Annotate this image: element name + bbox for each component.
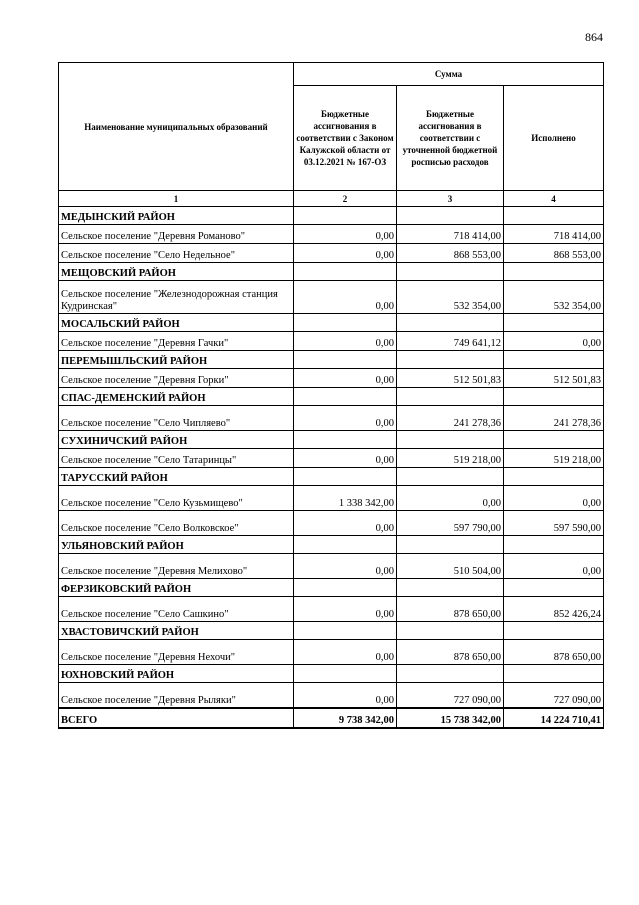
settlement-row (59, 369, 604, 388)
settlement-row (59, 332, 604, 351)
table-body (59, 207, 604, 709)
district-row (59, 468, 604, 486)
empty-cell (397, 314, 504, 332)
district-name: ФЕРЗИКОВСКИЙ РАЙОН (59, 579, 294, 597)
value-col2: 0,00 (294, 225, 397, 244)
district-row (59, 351, 604, 369)
value-col2: 0,00 (294, 640, 397, 665)
header-name: Наименование муниципальных образований (59, 63, 294, 191)
settlement-name: Сельское поселение "Село Волковское" (59, 511, 294, 536)
district-row (59, 431, 604, 449)
empty-cell (397, 622, 504, 640)
settlement-name: Сельское поселение "Село Сашкино" (59, 597, 294, 622)
value-col3: 878 650,00 (397, 597, 504, 622)
value-col4: 512 501,83 (504, 369, 604, 388)
value-col3: 878 650,00 (397, 640, 504, 665)
page-number: 864 (585, 30, 603, 44)
empty-cell (504, 431, 604, 449)
value-col4: 852 426,24 (504, 597, 604, 622)
column-number: 1 (59, 191, 294, 207)
empty-cell (397, 536, 504, 554)
empty-cell (397, 263, 504, 281)
value-col3: 532 354,00 (397, 281, 504, 314)
empty-cell (294, 314, 397, 332)
empty-cell (504, 207, 604, 225)
value-col2: 0,00 (294, 597, 397, 622)
district-name: МЕДЫНСКИЙ РАЙОН (59, 207, 294, 225)
value-col4: 727 090,00 (504, 683, 604, 709)
value-col4: 0,00 (504, 332, 604, 351)
district-name: ТАРУССКИЙ РАЙОН (59, 468, 294, 486)
settlement-row (59, 406, 604, 431)
settlement-row (59, 554, 604, 579)
district-name: УЛЬЯНОВСКИЙ РАЙОН (59, 536, 294, 554)
empty-cell (294, 579, 397, 597)
empty-cell (294, 665, 397, 683)
value-col3: 718 414,00 (397, 225, 504, 244)
value-col2: 0,00 (294, 449, 397, 468)
district-row (59, 207, 604, 225)
empty-cell (504, 314, 604, 332)
empty-cell (504, 665, 604, 683)
header-sum: Сумма (294, 63, 604, 86)
settlement-name: Сельское поселение "Деревня Мелихово" (59, 554, 294, 579)
district-row (59, 579, 604, 597)
value-col3: 512 501,83 (397, 369, 504, 388)
value-col3: 868 553,00 (397, 244, 504, 263)
value-col4: 0,00 (504, 486, 604, 511)
value-col4: 878 650,00 (504, 640, 604, 665)
settlement-row (59, 683, 604, 709)
empty-cell (504, 622, 604, 640)
settlement-row (59, 244, 604, 263)
value-col3: 0,00 (397, 486, 504, 511)
column-number: 2 (294, 191, 397, 207)
empty-cell (294, 263, 397, 281)
value-col2: 0,00 (294, 554, 397, 579)
district-name: МОСАЛЬСКИЙ РАЙОН (59, 314, 294, 332)
settlement-row (59, 486, 604, 511)
empty-cell (504, 263, 604, 281)
value-col3: 241 278,36 (397, 406, 504, 431)
settlement-name: Сельское поселение "Село Татаринцы" (59, 449, 294, 468)
settlement-name: Сельское поселение "Деревня Гачки" (59, 332, 294, 351)
value-col4: 241 278,36 (504, 406, 604, 431)
value-col2: 0,00 (294, 281, 397, 314)
value-col2: 0,00 (294, 332, 397, 351)
value-col4: 868 553,00 (504, 244, 604, 263)
empty-cell (504, 536, 604, 554)
settlement-row (59, 640, 604, 665)
district-name: ЮХНОВСКИЙ РАЙОН (59, 665, 294, 683)
empty-cell (504, 351, 604, 369)
total-label: ВСЕГО (59, 708, 294, 728)
value-col2: 0,00 (294, 406, 397, 431)
empty-cell (294, 431, 397, 449)
empty-cell (504, 388, 604, 406)
value-col4: 532 354,00 (504, 281, 604, 314)
empty-cell (504, 468, 604, 486)
value-col3: 510 504,00 (397, 554, 504, 579)
district-row (59, 263, 604, 281)
empty-cell (294, 536, 397, 554)
column-number: 4 (504, 191, 604, 207)
settlement-name: Сельское поселение "Село Чипляево" (59, 406, 294, 431)
settlement-row (59, 449, 604, 468)
total-col4: 14 224 710,41 (504, 708, 604, 728)
district-name: ХВАСТОВИЧСКИЙ РАЙОН (59, 622, 294, 640)
empty-cell (504, 579, 604, 597)
empty-cell (294, 351, 397, 369)
total-col2: 9 738 342,00 (294, 708, 397, 728)
value-col2: 0,00 (294, 369, 397, 388)
empty-cell (397, 468, 504, 486)
value-col3: 727 090,00 (397, 683, 504, 709)
settlement-name: Сельское поселение "Село Кузьмищево" (59, 486, 294, 511)
value-col4: 597 590,00 (504, 511, 604, 536)
budget-table (58, 62, 604, 729)
header-col2: Бюджетные ассигнования в соответствии с Законом Калужской области от 03.12.2021 № 167-ОЗ (294, 86, 397, 191)
district-name: ПЕРЕМЫШЛЬСКИЙ РАЙОН (59, 351, 294, 369)
district-row (59, 388, 604, 406)
column-number: 3 (397, 191, 504, 207)
district-row (59, 665, 604, 683)
settlement-row (59, 225, 604, 244)
district-row (59, 314, 604, 332)
settlement-row (59, 511, 604, 536)
total-row (59, 708, 604, 728)
empty-cell (294, 622, 397, 640)
settlement-name: Сельское поселение "Деревня Горки" (59, 369, 294, 388)
settlement-row (59, 597, 604, 622)
empty-cell (397, 207, 504, 225)
settlement-name: Сельское поселение "Деревня Нехочи" (59, 640, 294, 665)
value-col3: 519 218,00 (397, 449, 504, 468)
empty-cell (294, 207, 397, 225)
value-col2: 1 338 342,00 (294, 486, 397, 511)
header-col4: Исполнено (504, 86, 604, 191)
settlement-name: Сельское поселение "Деревня Романово" (59, 225, 294, 244)
settlement-name: Сельское поселение "Деревня Рыляки" (59, 683, 294, 709)
empty-cell (397, 431, 504, 449)
district-row (59, 622, 604, 640)
value-col4: 519 218,00 (504, 449, 604, 468)
settlement-row (59, 281, 604, 314)
empty-cell (397, 351, 504, 369)
settlement-name: Сельское поселение "Село Недельное" (59, 244, 294, 263)
value-col2: 0,00 (294, 511, 397, 536)
district-row (59, 536, 604, 554)
empty-cell (397, 665, 504, 683)
empty-cell (397, 388, 504, 406)
settlement-name: Сельское поселение "Железнодорожная станция Кудринская" (59, 281, 294, 314)
value-col4: 0,00 (504, 554, 604, 579)
header-col3: Бюджетные ассигнования в соответствии с уточненной бюджетной росписью расходов (397, 86, 504, 191)
district-name: СПАС-ДЕМЕНСКИЙ РАЙОН (59, 388, 294, 406)
value-col3: 749 641,12 (397, 332, 504, 351)
empty-cell (397, 579, 504, 597)
value-col2: 0,00 (294, 244, 397, 263)
value-col3: 597 790,00 (397, 511, 504, 536)
empty-cell (294, 388, 397, 406)
district-name: СУХИНИЧСКИЙ РАЙОН (59, 431, 294, 449)
value-col2: 0,00 (294, 683, 397, 709)
district-name: МЕЩОВСКИЙ РАЙОН (59, 263, 294, 281)
total-col3: 15 738 342,00 (397, 708, 504, 728)
empty-cell (294, 468, 397, 486)
value-col4: 718 414,00 (504, 225, 604, 244)
